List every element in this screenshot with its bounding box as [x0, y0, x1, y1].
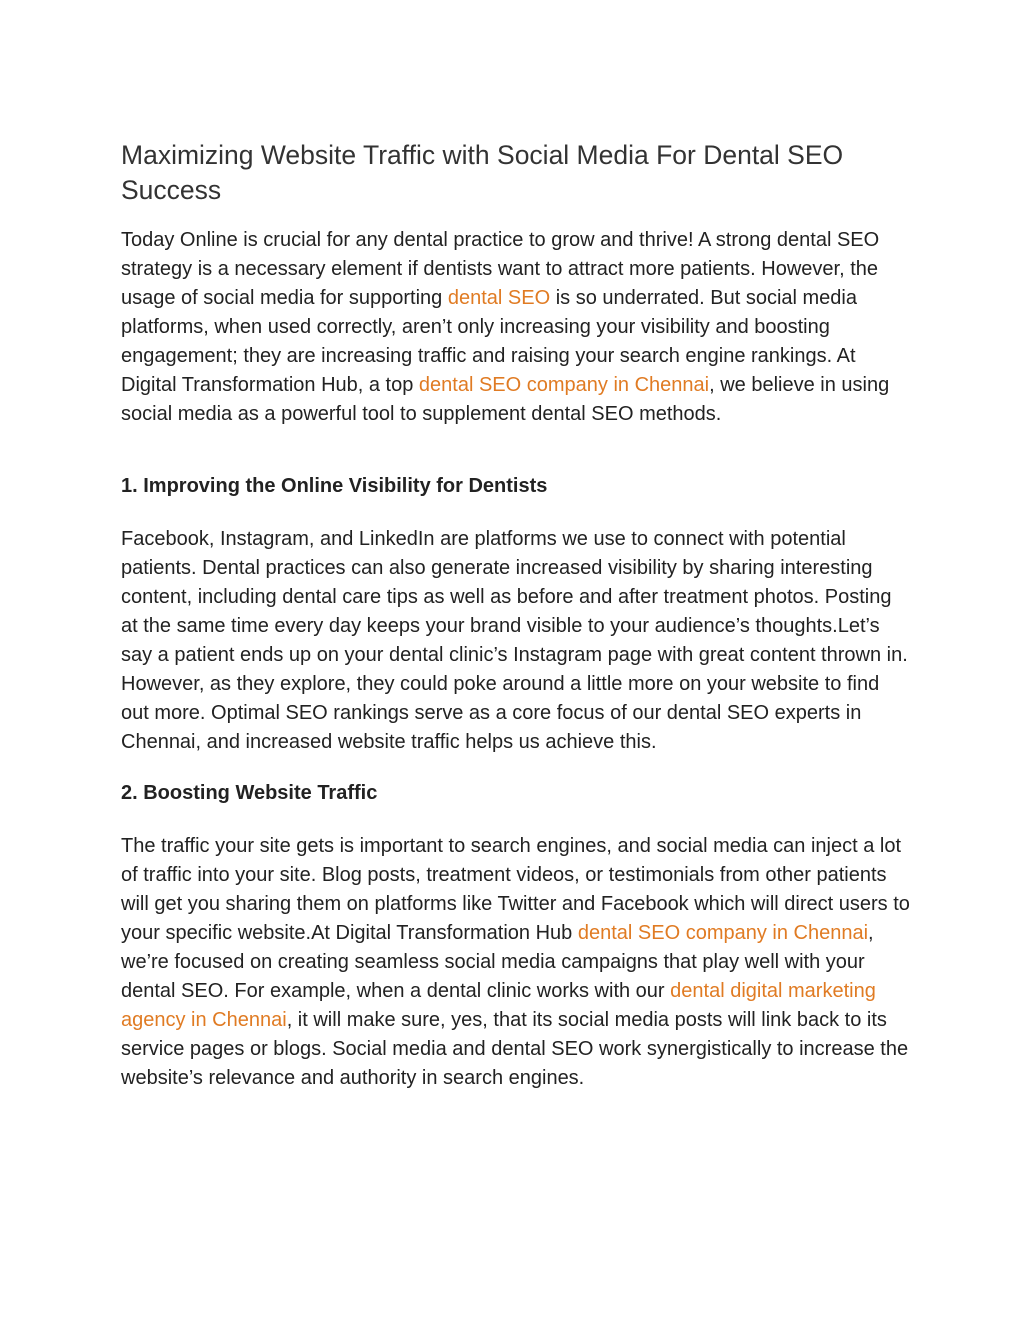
- section-2-text-3: , it will make sure, yes, that its social media posts will link back to its service pages or blogs. Social media and dental SEO work synergistically to increase the website’s relevance and authority in search engines.: [121, 1009, 909, 1089]
- section-2-heading: 2. Boosting Website Traffic: [121, 782, 378, 804]
- section-2-text-2: , we’re focused on creating seamless social media campaigns that play well with your dental SEO. For example, when a dental clinic works with our: [121, 922, 874, 1002]
- section-1-paragraph: Facebook, Instagram, and LinkedIn are platforms we use to connect with potential patients. Dental practices can also generate increased visibility by sharing interesting content, including dental care tips as well as before and after treatment photos. Posting at the same time every day keeps your brand visible to your audience’s thoughts.Let’s say a patient ends up on your dental clinic’s Instagram page with great content thrown in. However, as they explore, they could poke around a little more on your website to find out more. Optimal SEO rankings serve as a core focus of our dental SEO experts in Chennai, and increased website traffic helps us achieve this.: [121, 528, 908, 753]
- intro-text-1: Today Online is crucial for any dental practice to grow and thrive! A strong dental SEO strategy is a necessary element if dentists want to attract more patients. However, the usage of social media for supporting: [121, 229, 880, 309]
- dental-seo-company-chennai-link[interactable]: dental SEO company in Chennai: [418, 374, 710, 396]
- dental-digital-marketing-agency-link[interactable]: dental digital marketing agency in Chennai: [121, 980, 876, 1031]
- dental-seo-company-chennai-link-2[interactable]: dental SEO company in Chennai: [577, 922, 869, 944]
- document-body: [121, 138, 911, 1093]
- intro-text-3: , we believe in using social media as a powerful tool to supplement dental SEO methods.: [121, 374, 890, 425]
- intro-text-2: is so underrated. But social media platforms, when used correctly, aren’t only increasing your visibility and boosting engagement; they are increasing traffic and raising your search engine rankings. At Digital Transformation Hub, a top: [121, 287, 857, 396]
- section-2-text-1: The traffic your site gets is important to search engines, and social media can inject a lot of traffic into your site. Blog posts, treatment videos, or testimonials from other patients will get you sharing them on platforms like Twitter and Facebook which will direct users to your specific website.At Digital Transformation Hub: [121, 835, 910, 944]
- dental-seo-link[interactable]: dental SEO: [447, 287, 551, 309]
- intro-paragraph: [121, 226, 911, 429]
- document-title: Maximizing Website Traffic with Social Media For Dental SEO Success: [121, 140, 844, 205]
- section-1-heading: 1. Improving the Online Visibility for Dentists: [121, 475, 548, 497]
- section-2-paragraph: [121, 832, 911, 1093]
